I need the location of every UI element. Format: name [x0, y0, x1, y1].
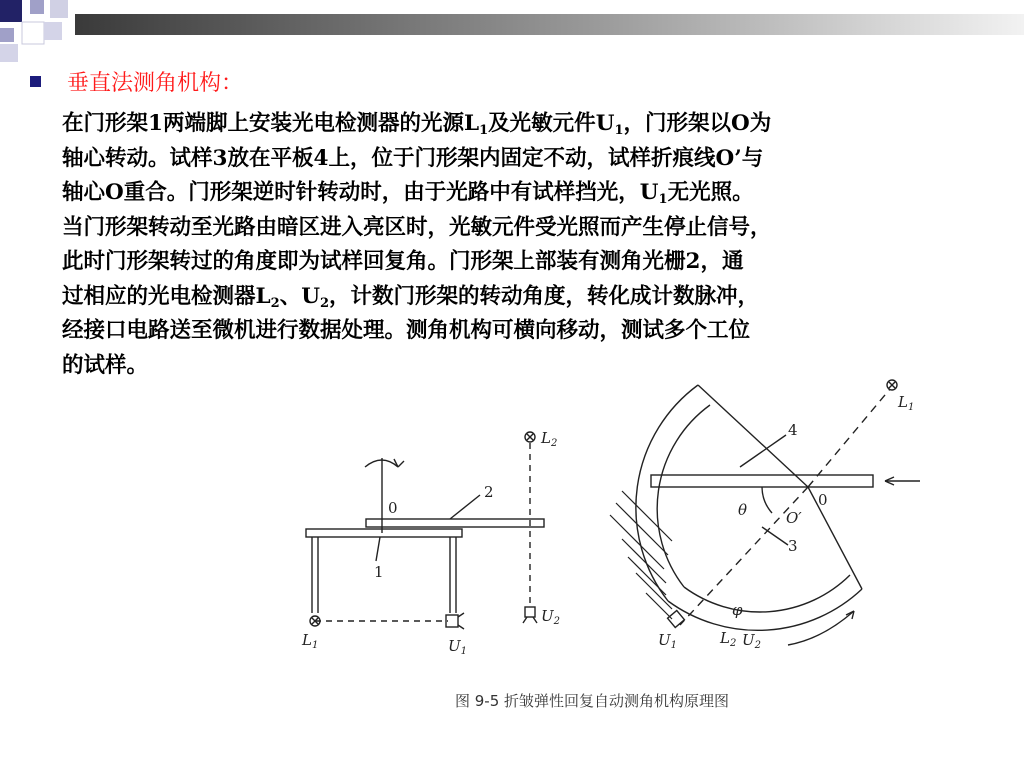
text-run: 3 [212, 145, 228, 171]
label-left-L1: $L_1$ [302, 631, 319, 651]
text-run: U [301, 283, 320, 309]
paragraph-line [64, 314, 999, 349]
subscript: 2 [270, 295, 280, 311]
text-run: 为 [749, 111, 772, 136]
text-run: 、 [279, 283, 302, 309]
text-run: O [105, 180, 124, 205]
subscript: 1 [658, 192, 668, 207]
label-left-zero: 0 [388, 499, 398, 517]
text-run: 放在平板 [227, 145, 314, 171]
text-run: 两端脚上安装光电检测器的光源 [162, 111, 464, 136]
text-run: 2 [685, 249, 701, 274]
left-labels [301, 429, 560, 657]
text-run: ，计数门形架的转动角度，转化成计数脉冲， [329, 283, 760, 309]
paragraph-line [64, 176, 999, 211]
subscript: 2 [319, 295, 329, 311]
text-run: 过相应的光电检测器 [62, 283, 256, 309]
text-run: 当门形架转动至光路由暗区进入亮区时，光敏元件受光照而产生停止信号， [62, 214, 772, 240]
paragraph-line [64, 211, 999, 246]
text-run: 此时门形架转过的角度即为试样回复角。门形架上部装有测角光栅 [62, 249, 686, 274]
text-run: ，通 [700, 249, 744, 274]
text-run: 在门形架 [62, 111, 149, 136]
text-run: 与 [741, 145, 764, 171]
paragraph-line [64, 142, 999, 177]
text-run: 经接口电路送至微机进行数据处理。测角机构可横向移动，测试多个工位 [62, 318, 751, 343]
figure-caption: 图 9-5 折皱弹性回复自动测角机构原理图 [455, 692, 730, 710]
subscript: 1 [614, 123, 624, 138]
body-paragraph [64, 107, 999, 383]
label-left-one: 1 [374, 563, 384, 581]
label-right-three: 3 [788, 537, 798, 555]
text-run: U [639, 180, 659, 205]
paragraph-line [64, 107, 999, 142]
label-right-L2: $L_2$ [720, 629, 737, 649]
right-labels [658, 393, 914, 651]
subscript: 1 [479, 123, 489, 138]
text-run: O’ [715, 145, 742, 171]
text-run: 1 [148, 111, 163, 136]
label-right-O-prime: O′ [786, 509, 802, 527]
text-run: 4 [313, 145, 329, 171]
mechanism-diagram [302, 363, 940, 735]
text-run: L [464, 111, 480, 136]
text-run: L [255, 283, 271, 309]
right-diagram [610, 380, 920, 645]
label-left-U2: $U_2$ [541, 607, 561, 627]
label-right-theta: θ [738, 501, 748, 519]
bullet-square [30, 76, 41, 87]
label-right-U2: $U_2$ [742, 631, 762, 651]
label-left-L2: $L_2$ [541, 429, 558, 449]
label-right-phi: φ [732, 601, 743, 619]
text-run: 上，位于门形架内固定不动，试样折痕线 [328, 145, 716, 171]
label-right-U1: $U_1$ [658, 631, 678, 651]
text-run: 的试样。 [62, 352, 149, 378]
label-right-L1: $L_1$ [898, 393, 915, 413]
text-run: 无光照。 [667, 180, 754, 205]
text-run: 轴心转动。试样 [62, 145, 213, 171]
text-run: U [595, 111, 615, 136]
text-run: 及光敏元件 [488, 111, 596, 136]
paragraph-line [64, 280, 999, 315]
section-heading [30, 66, 243, 96]
label-right-four: 4 [788, 421, 798, 439]
paragraph-line [64, 245, 999, 280]
label-left-two: 2 [484, 483, 494, 501]
text-run: 重合。门形架逆时针转动时，由于光路中有试样挡光， [123, 180, 640, 205]
heading-text: 垂直法测角机构： [67, 70, 244, 96]
top-decorative-band [0, 0, 1024, 48]
label-left-U1: $U_1$ [448, 637, 468, 657]
left-diagram [306, 432, 544, 629]
text-run: O [731, 111, 750, 136]
text-run: 轴心 [62, 180, 106, 205]
text-run: ，门形架以 [623, 111, 731, 136]
figure-panel [302, 363, 940, 735]
label-right-zero: 0 [818, 491, 828, 509]
